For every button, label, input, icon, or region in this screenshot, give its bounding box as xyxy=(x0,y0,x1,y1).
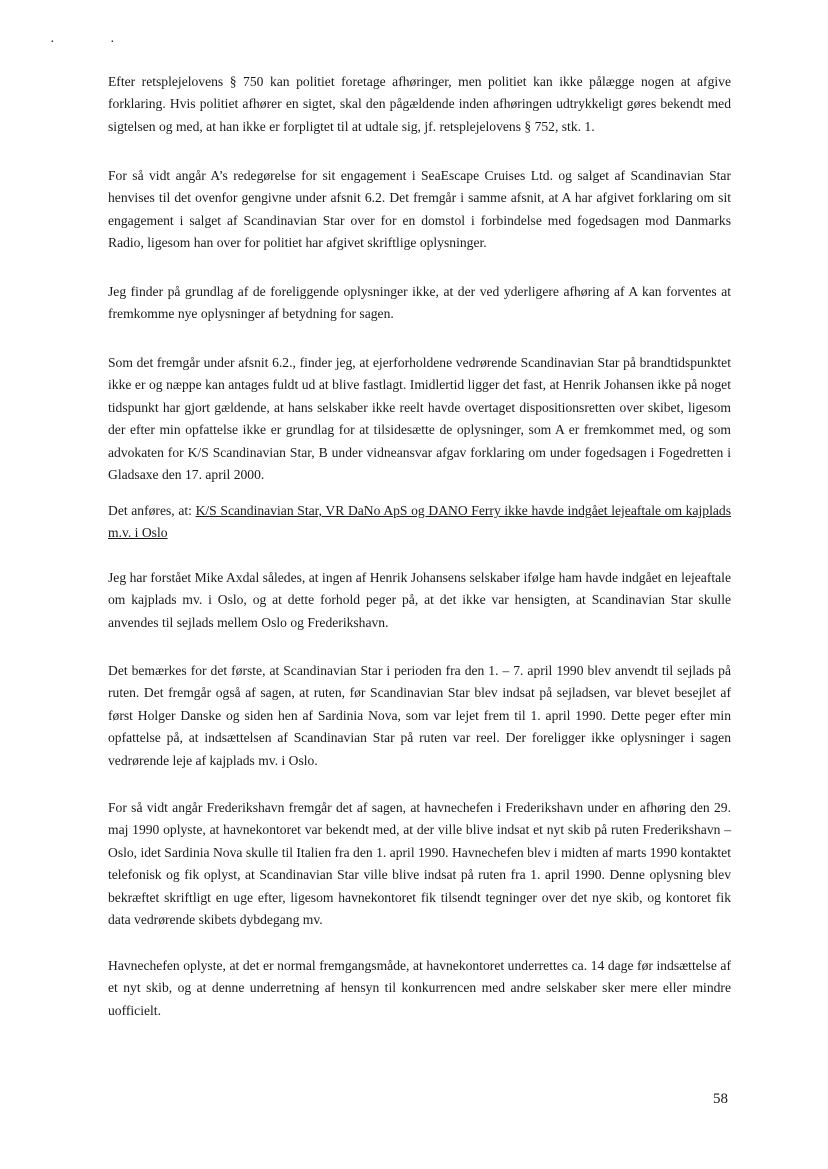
paragraph xyxy=(108,352,731,486)
scan-mark: · xyxy=(110,35,115,50)
paragraph xyxy=(108,955,731,1022)
paragraph xyxy=(108,797,731,931)
heading-prefix: Det anføres, at: xyxy=(108,503,196,518)
paragraph-text: Efter retsplejelovens § 750 kan politiet foretage afhøringer, men politiet kan ikke pålægge nogen at afgive forklaring. Hvis politiet afhører en sigtet, skal den pågældende inden afhøringen udtrykkeligt gøres bekendt med sigtelsen og med, at han ikke er forpligtet til at udtale sig, jf. retsplejelovens § 752, stk. 1. xyxy=(108,74,731,134)
paragraph-text: For så vidt angår A’s redegørelse for sit engagement i SeaEscape Cruises Ltd. og salget af Scandinavian Star henvises til det ovenfor gengivne under afsnit 6.2. Det fremgår i samme afsnit, at A har afgivet forklaring om sit engagement i salget af Scandinavian Star over for en domstol i forbindelse med fogedsagen mod Danmarks Radio, ligesom han over for politiet har afgivet skriftlige oplysninger. xyxy=(108,168,731,251)
paragraph-text: Det bemærkes for det første, at Scandinavian Star i perioden fra den 1. – 7. april 1990 blev anvendt til sejlads på ruten. Det fremgår også af sagen, at ruten, før Scandinavian Star blev indsat på sejladsen, var blevet besejlet af først Holger Danske og siden hen af Sardinia Nova, som var lejet frem til 1. april 1990. Dette peger efter min opfattelse på, at indsættelsen af Scandinavian Star på ruten var reel. Der foreligger ikke oplysninger i sagen vedrørende leje af kajplads mv. i Oslo. xyxy=(108,663,731,768)
paragraph xyxy=(108,281,731,326)
heading-underlined: K/S Scandinavian Star, VR DaNo ApS og DANO Ferry ikke havde indgået lejeaftale om kajplads m.v. i Oslo xyxy=(108,503,731,541)
paragraph-text: Jeg har forstået Mike Axdal således, at ingen af Henrik Johansens selskaber ifølge ham havde indgået en lejeaftale om kajplads mv. i Oslo, og at dette forhold peger på, at det ikke var hensigten, at Scandinavian Star skulle anvendes til sejlads mellem Oslo og Frederikshavn. xyxy=(108,570,731,630)
paragraph-text: Som det fremgår under afsnit 6.2., finder jeg, at ejerforholdene vedrørende Scandinavian Star på brandtidspunktet ikke er og næppe kan antages fuldt ud at blive fastlagt. Imidlertid ligger det fast, at Henrik Johansen ikke på noget tidspunkt har gjort gældende, at hans selskaber ikke reelt havde overtaget dispositionsretten over skibet, ligesom der efter min opfattelse ikke er grundlag for at tilsidesætte de oplysninger, som A er fremkommet med, og som advokaten for K/S Scandinavian Star, B under vidneansvar afgav forklaring om under fogedsagen i Fogedretten i Gladsaxe den 17. april 2000. xyxy=(108,355,731,483)
section-heading-text xyxy=(108,500,731,545)
page-number: 58 xyxy=(713,1091,728,1107)
section-heading xyxy=(108,500,731,545)
paragraph-text: Jeg finder på grundlag af de foreliggende oplysninger ikke, at der ved yderligere afhøring af A kan forventes at fremkomme nye oplysninger af betydning for sagen. xyxy=(108,284,731,322)
paragraph xyxy=(108,567,731,634)
paragraph-text: For så vidt angår Frederikshavn fremgår det af sagen, at havnechefen i Frederikshavn under en afhøring den 29. maj 1990 oplyste, at havnekontoret var bekendt med, at der ville blive indsat et nyt skib på ruten Frederikshavn – Oslo, idet Sardinia Nova skulle til Italien fra den 1. april 1990. Havnechefen blev i midten af marts 1990 kontaktet telefonisk og fik oplyst, at Scandinavian Star ville blive indsat på ruten fra 1. april 1990. Denne oplysning blev bekræftet skriftligt en uge efter, ligesom havnekontoret fik tilsendt tegninger over det nye skib, og kontoret fik data vedrørende skibets dybdegang mv. xyxy=(108,800,731,928)
paragraph-text: Havnechefen oplyste, at det er normal fremgangsmåde, at havnekontoret underrettes ca. 14 dage før indsættelse af et nyt skib, og at denne underretning af hensyn til konkurrencen med andre selskaber sker mere eller mindre uofficielt. xyxy=(108,958,731,1018)
scan-mark: · xyxy=(50,35,55,50)
paragraph xyxy=(108,165,731,255)
paragraph xyxy=(108,660,731,772)
paragraph xyxy=(108,71,731,138)
